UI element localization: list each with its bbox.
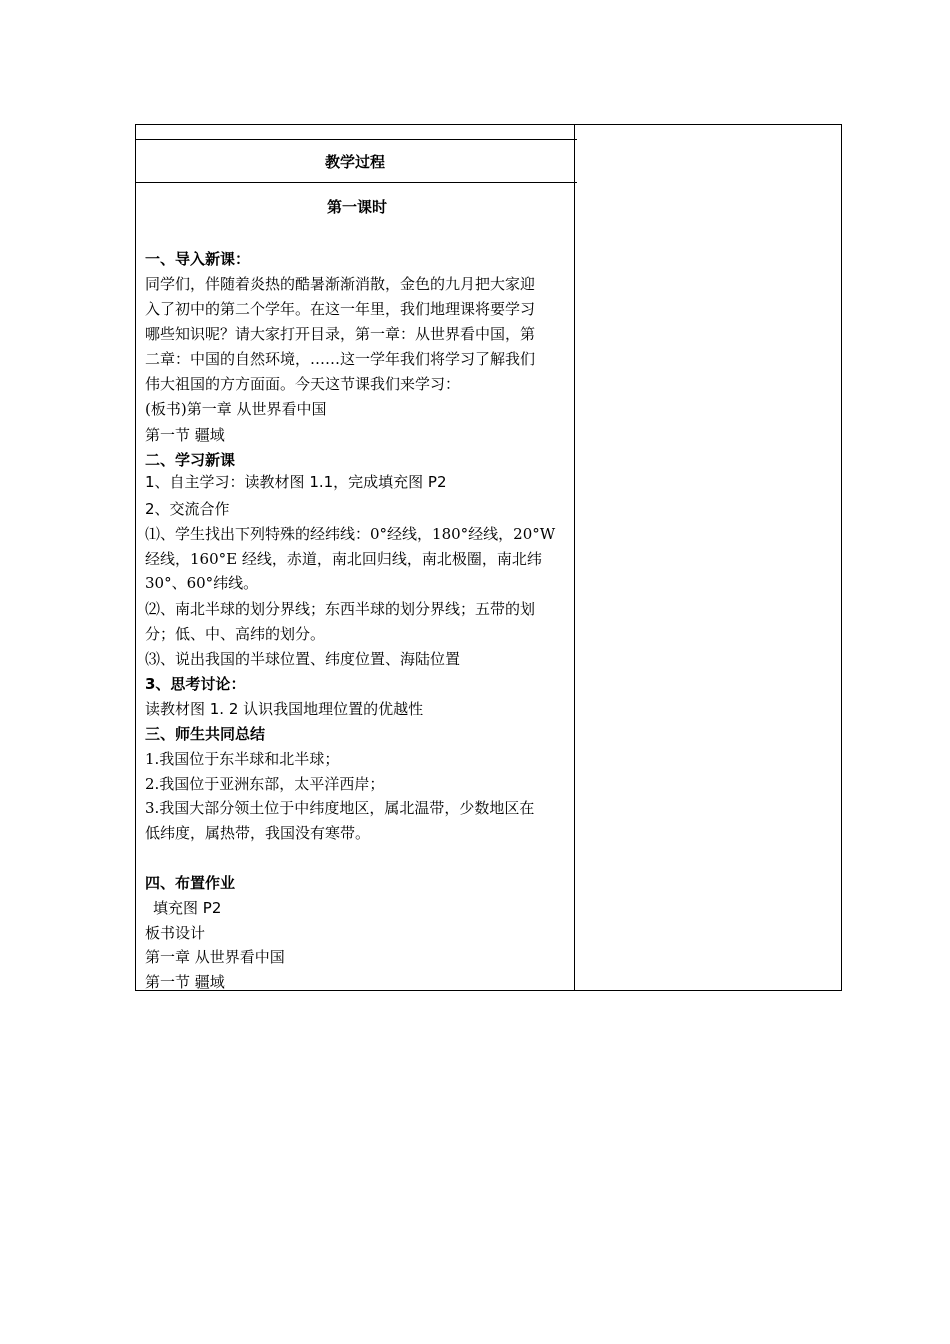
- board-line: 第一节 疆域: [145, 426, 225, 444]
- intro-line: 入了初中的第二个学年。在这一年里，我们地理课将要学习: [145, 300, 536, 318]
- intro-line: 同学们，伴随着炎热的酷暑渐渐消散，金色的九月把大家迎: [145, 275, 536, 293]
- summary-line: 低纬度，属热带，我国没有寒带。: [145, 824, 371, 842]
- sub-item-line: ⑶、说出我国的半球位置、纬度位置、海陆位置: [145, 650, 461, 668]
- table-header-teaching-process: 教学过程: [324, 153, 385, 171]
- homework-item: 填充图 P2: [153, 899, 222, 917]
- sub-item-line: 经线，160°E 经线，赤道，南北回归线，南北极圈，南北纬: [145, 550, 542, 568]
- sub-item-line: ⑵、南北半球的划分界线；东西半球的划分界线；五带的划: [145, 600, 536, 618]
- sub-item-line: ⑴、学生找出下列特殊的经纬线：0°经线，180°经线，20°W: [145, 525, 556, 543]
- section-heading-intro: 一、导入新课：: [145, 250, 251, 268]
- table-row-divider: [135, 182, 577, 183]
- section-heading-homework: 四、布置作业: [145, 874, 236, 892]
- list-item: 1、自主学习：读教材图 1.1，完成填充图 P2: [145, 473, 447, 491]
- sub-item-line: 30°、60°纬线。: [145, 574, 259, 592]
- table-column-divider: [574, 124, 575, 991]
- board-line: (板书)第一章 从世界看中国: [145, 400, 327, 418]
- board-design-label: 板书设计: [145, 924, 206, 942]
- summary-line: 3.我国大部分领土位于中纬度地区，属北温带，少数地区在: [145, 799, 535, 817]
- section-heading-new-lesson: 二、学习新课: [145, 451, 236, 469]
- sub-item-line: 分；低、中、高纬的划分。: [145, 625, 326, 643]
- board-design-line: 第一章 从世界看中国: [145, 948, 285, 966]
- lesson-title: 第一课时: [326, 198, 387, 216]
- list-item: 2、交流合作: [145, 500, 230, 518]
- table-row-divider: [135, 139, 577, 140]
- board-design-line: 第一节 疆域: [145, 973, 225, 991]
- section-heading-summary: 三、师生共同总结: [145, 725, 266, 743]
- intro-line: 哪些知识呢？请大家打开目录，第一章：从世界看中国，第: [145, 325, 536, 343]
- intro-line: 伟大祖国的方方面面。今天这节课我们来学习：: [145, 375, 461, 393]
- list-item-text: 读教材图 1. 2 认识我国地理位置的优越性: [145, 700, 424, 718]
- intro-line: 二章：中国的自然环境，……这一学年我们将学习了解我们: [145, 350, 536, 368]
- summary-line: 1.我国位于东半球和北半球；: [145, 750, 340, 768]
- summary-line: 2.我国位于亚洲东部，太平洋西岸；: [145, 775, 385, 793]
- list-item: 3、思考讨论：: [145, 675, 246, 693]
